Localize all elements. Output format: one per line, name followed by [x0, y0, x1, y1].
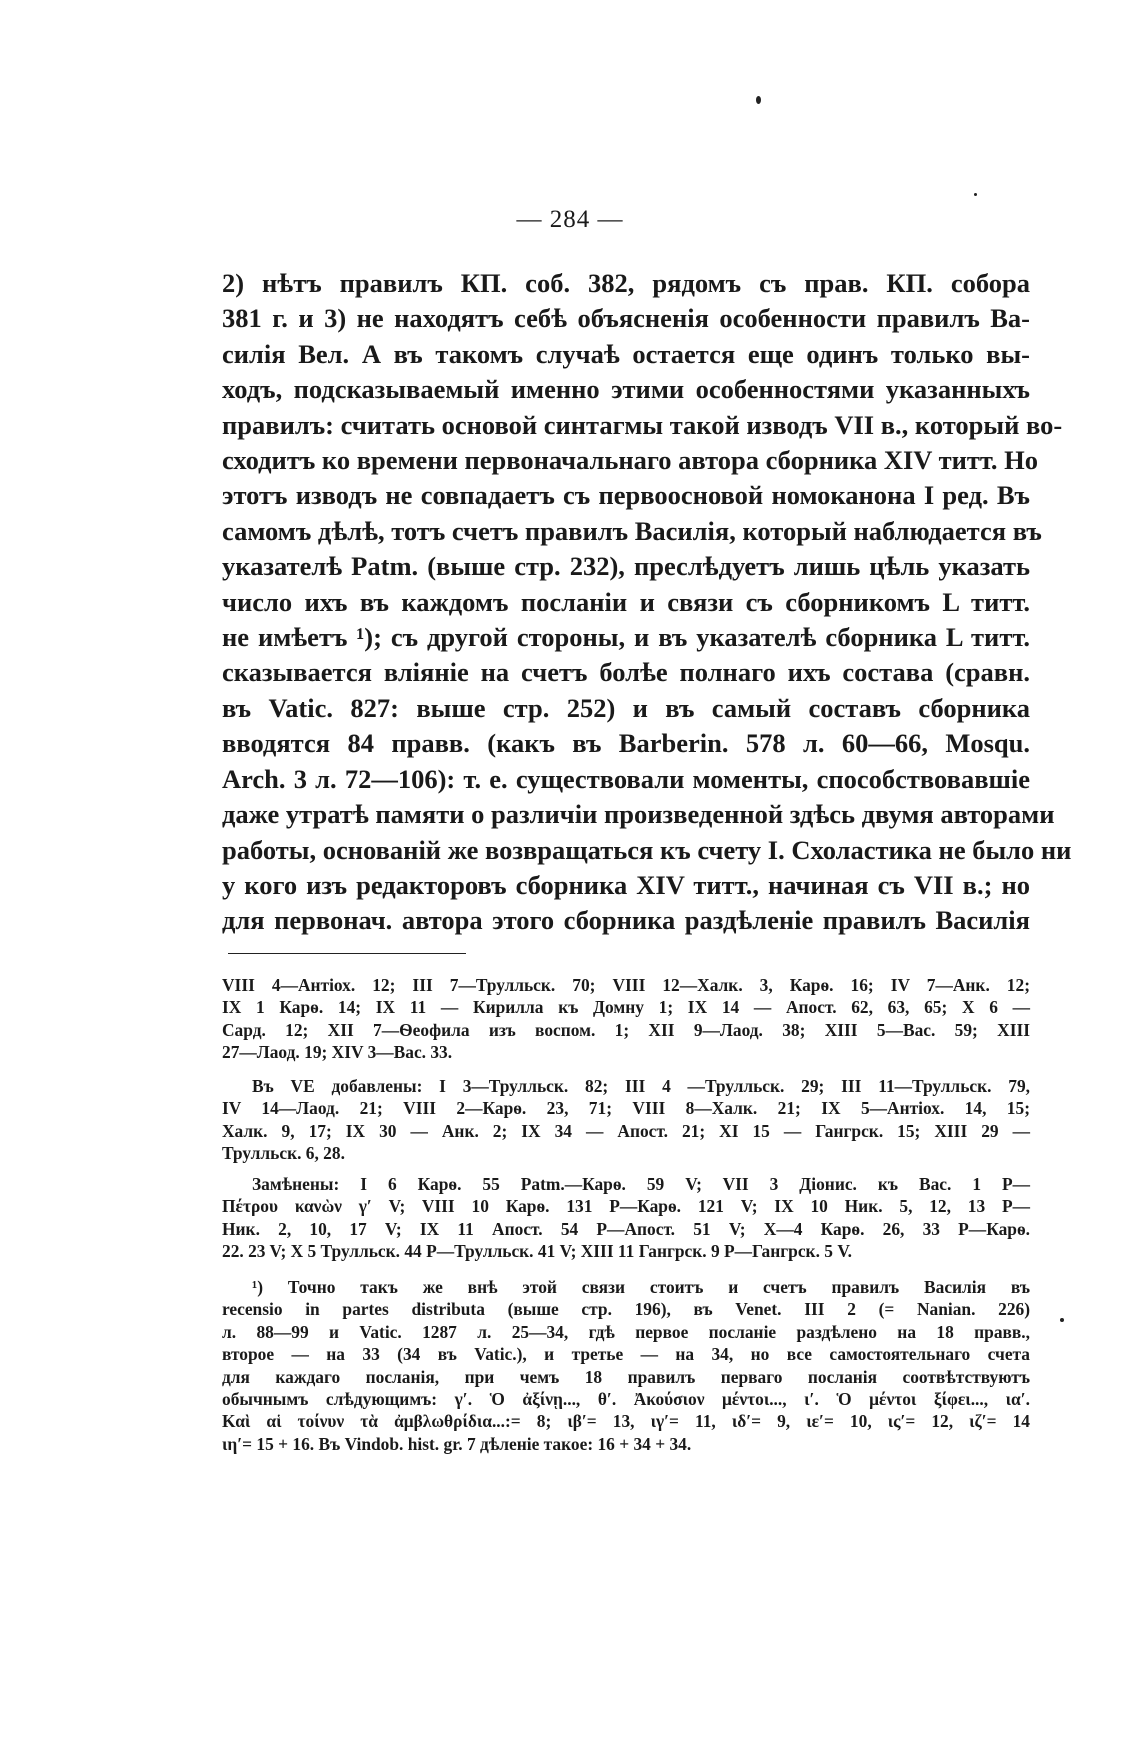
text-line: работы, основаній же возвращаться къ счету I. Схоластика не было ни	[222, 834, 1072, 865]
page-number: — 284 —	[516, 206, 624, 233]
footnote-line: обычнымъ слѣдующимъ: γ′. Ὁ ἀξίνῃ..., θ′. Ἀκούσιον μέντοι..., ι′. Ὁ μέντοι ξίφει..., ια′.	[222, 1389, 1030, 1410]
footnote-line: ¹) Точно такъ же внѣ этой связи стоитъ и счетъ правилъ Василія въ	[252, 1277, 1030, 1297]
text-line: Arch. 3 л. 72—106): т. е. существовали моменты, способствовавшіе	[222, 763, 1030, 794]
main-text	[222, 266, 1072, 939]
text-line: 2) нѣтъ правилъ КП. соб. 382, рядомъ съ прав. КП. собора	[222, 268, 1030, 298]
footnote-line: Ник. 2, 10, 17 V; IX 11 Апост. 54 P—Апост. 51 V; X—4 Карѳ. 26, 33 P—Карѳ.	[222, 1218, 1030, 1239]
text-line: въ Vatic. 827: выше стр. 252) и въ самый составъ сборника	[222, 692, 1030, 723]
text-line: 381 г. и 3) не находятъ себѣ объясненія особенности правилъ Ва-	[222, 303, 1030, 334]
text-line: правилъ: считать основой синтагмы такой изводъ VII в., который во-	[222, 409, 1063, 440]
footnote-line: Трулльск. 6, 28.	[222, 1143, 345, 1164]
text-line: сходитъ ко времени первоначальнаго автора сборника XIV титт. Но	[222, 445, 1039, 476]
footnote-line: Замѣнены: I 6 Карѳ. 55 Patm.—Карѳ. 59 V; VII 3 Діонис. къ Вас. 1 P—	[252, 1174, 1030, 1194]
footnote-list-a	[222, 974, 1030, 1064]
ink-speck	[1060, 1318, 1064, 1322]
text-line: самомъ дѣлѣ, тотъ счетъ правилъ Василія, который наблюдается въ	[222, 515, 1042, 546]
text-line: вводятся 84 правв. (какъ въ Barberin. 578 л. 60—66, Mosqu.	[222, 728, 1030, 759]
footnote-line: recensio in partes distributa (выше стр. 196), въ Venet. III 2 (= Nanian. 226)	[222, 1299, 1030, 1320]
text-line: указателѣ Patm. (выше стр. 232), преслѣдуетъ лишь цѣль указать	[222, 551, 1030, 582]
ink-speck	[756, 96, 761, 104]
footnote-line: второе — на 33 (34 въ Vatic.), и третье — на 34, но все самостоятельнаго счета	[222, 1344, 1030, 1365]
footnote-line: Πέτρου κανὼν γ′ V; VIII 10 Карѳ. 131 P—Карѳ. 121 V; IX 10 Ник. 5, 12, 13 P—	[222, 1196, 1030, 1217]
footnote-line: Καὶ αἱ τοίνυν τὰ ἀμβλωθρίδια...:= 8; ιβ′= 13, ιγ′= 11, ιδ′= 9, ιε′= 10, ις′= 12, ιζ′= 14	[222, 1411, 1030, 1432]
footnote-line: 27—Лаод. 19; XIV 3—Вас. 33.	[222, 1042, 453, 1063]
footnote-line: 22. 23 V; X 5 Трулльск. 44 P—Трулльск. 41 V; XIII 11 Гангрск. 9 P—Гангрск. 5 V.	[222, 1241, 852, 1262]
footnote-line: л. 88—99 и Vatic. 1287 л. 25—34, гдѣ первое посланіе раздѣлено на 18 правв.,	[222, 1321, 1030, 1342]
footnote-line: Сард. 12; XII 7—Ѳеофила изъ воспом. 1; XII 9—Лаод. 38; XIII 5—Вас. 59; XIII	[222, 1019, 1030, 1040]
ink-speck	[974, 193, 977, 196]
text-line: ходъ, подсказываемый именно этими особенностями указанныхъ	[222, 374, 1030, 405]
footnote-1	[222, 1276, 1030, 1455]
footnote-line: ιη′= 15 + 16. Въ Vindob. hist. gr. 7 дѣленіе такое: 16 + 34 + 34.	[222, 1433, 692, 1454]
footnote-rule	[228, 953, 466, 954]
text-line: для первонач. автора этого сборника раздѣленіе правилъ Василія	[222, 905, 1030, 936]
footnote-line: для каждаго посланія, при чемъ 18 правилъ перваго посланія соотвѣтствуютъ	[222, 1366, 1030, 1387]
text-line: силія Вел. А въ такомъ случаѣ остается еще одинъ только вы-	[222, 338, 1030, 369]
text-line: число ихъ въ каждомъ посланіи и связи съ сборникомъ L титт.	[222, 586, 1030, 617]
footnote-line: VIII 4—Антіох. 12; III 7—Трулльск. 70; VIII 12—Халк. 3, Карѳ. 16; IV 7—Анк. 12;	[222, 975, 1030, 995]
text-line: даже утратѣ памяти о различіи произведенной здѣсь двумя авторами	[222, 799, 1055, 830]
text-line: сказывается вліяніе на счетъ болѣе полнаго ихъ состава (сравн.	[222, 657, 1030, 688]
text-line: у кого изъ редакторовъ сборника XIV титт., начиная съ VII в.; но	[222, 869, 1030, 900]
footnote-line: IX 1 Карѳ. 14; IX 11 — Кирилла къ Домну 1; IX 14 — Апост. 62, 63, 65; X 6 —	[222, 997, 1030, 1018]
footnote-line: Халк. 9, 17; IX 30 — Анк. 2; IX 34 — Апост. 21; XI 15 — Гангрск. 15; XIII 29 —	[222, 1120, 1030, 1141]
footnote-replaced	[222, 1173, 1030, 1263]
footnote-line: Въ VE добавлены: I 3—Трулльск. 82; III 4 —Трулльск. 29; III 11—Трулльск. 79,	[252, 1076, 1030, 1096]
text-line: этотъ изводъ не совпадаетъ съ первоосновой номоканона I ред. Въ	[222, 480, 1030, 511]
text-line: не имѣетъ ¹); съ другой стороны, и въ указателѣ сборника L титт.	[222, 622, 1030, 653]
footnote-line: IV 14—Лаод. 21; VIII 2—Карѳ. 23, 71; VIII 8—Халк. 21; IX 5—Антіох. 14, 15;	[222, 1098, 1030, 1119]
footnote-added	[222, 1075, 1030, 1165]
